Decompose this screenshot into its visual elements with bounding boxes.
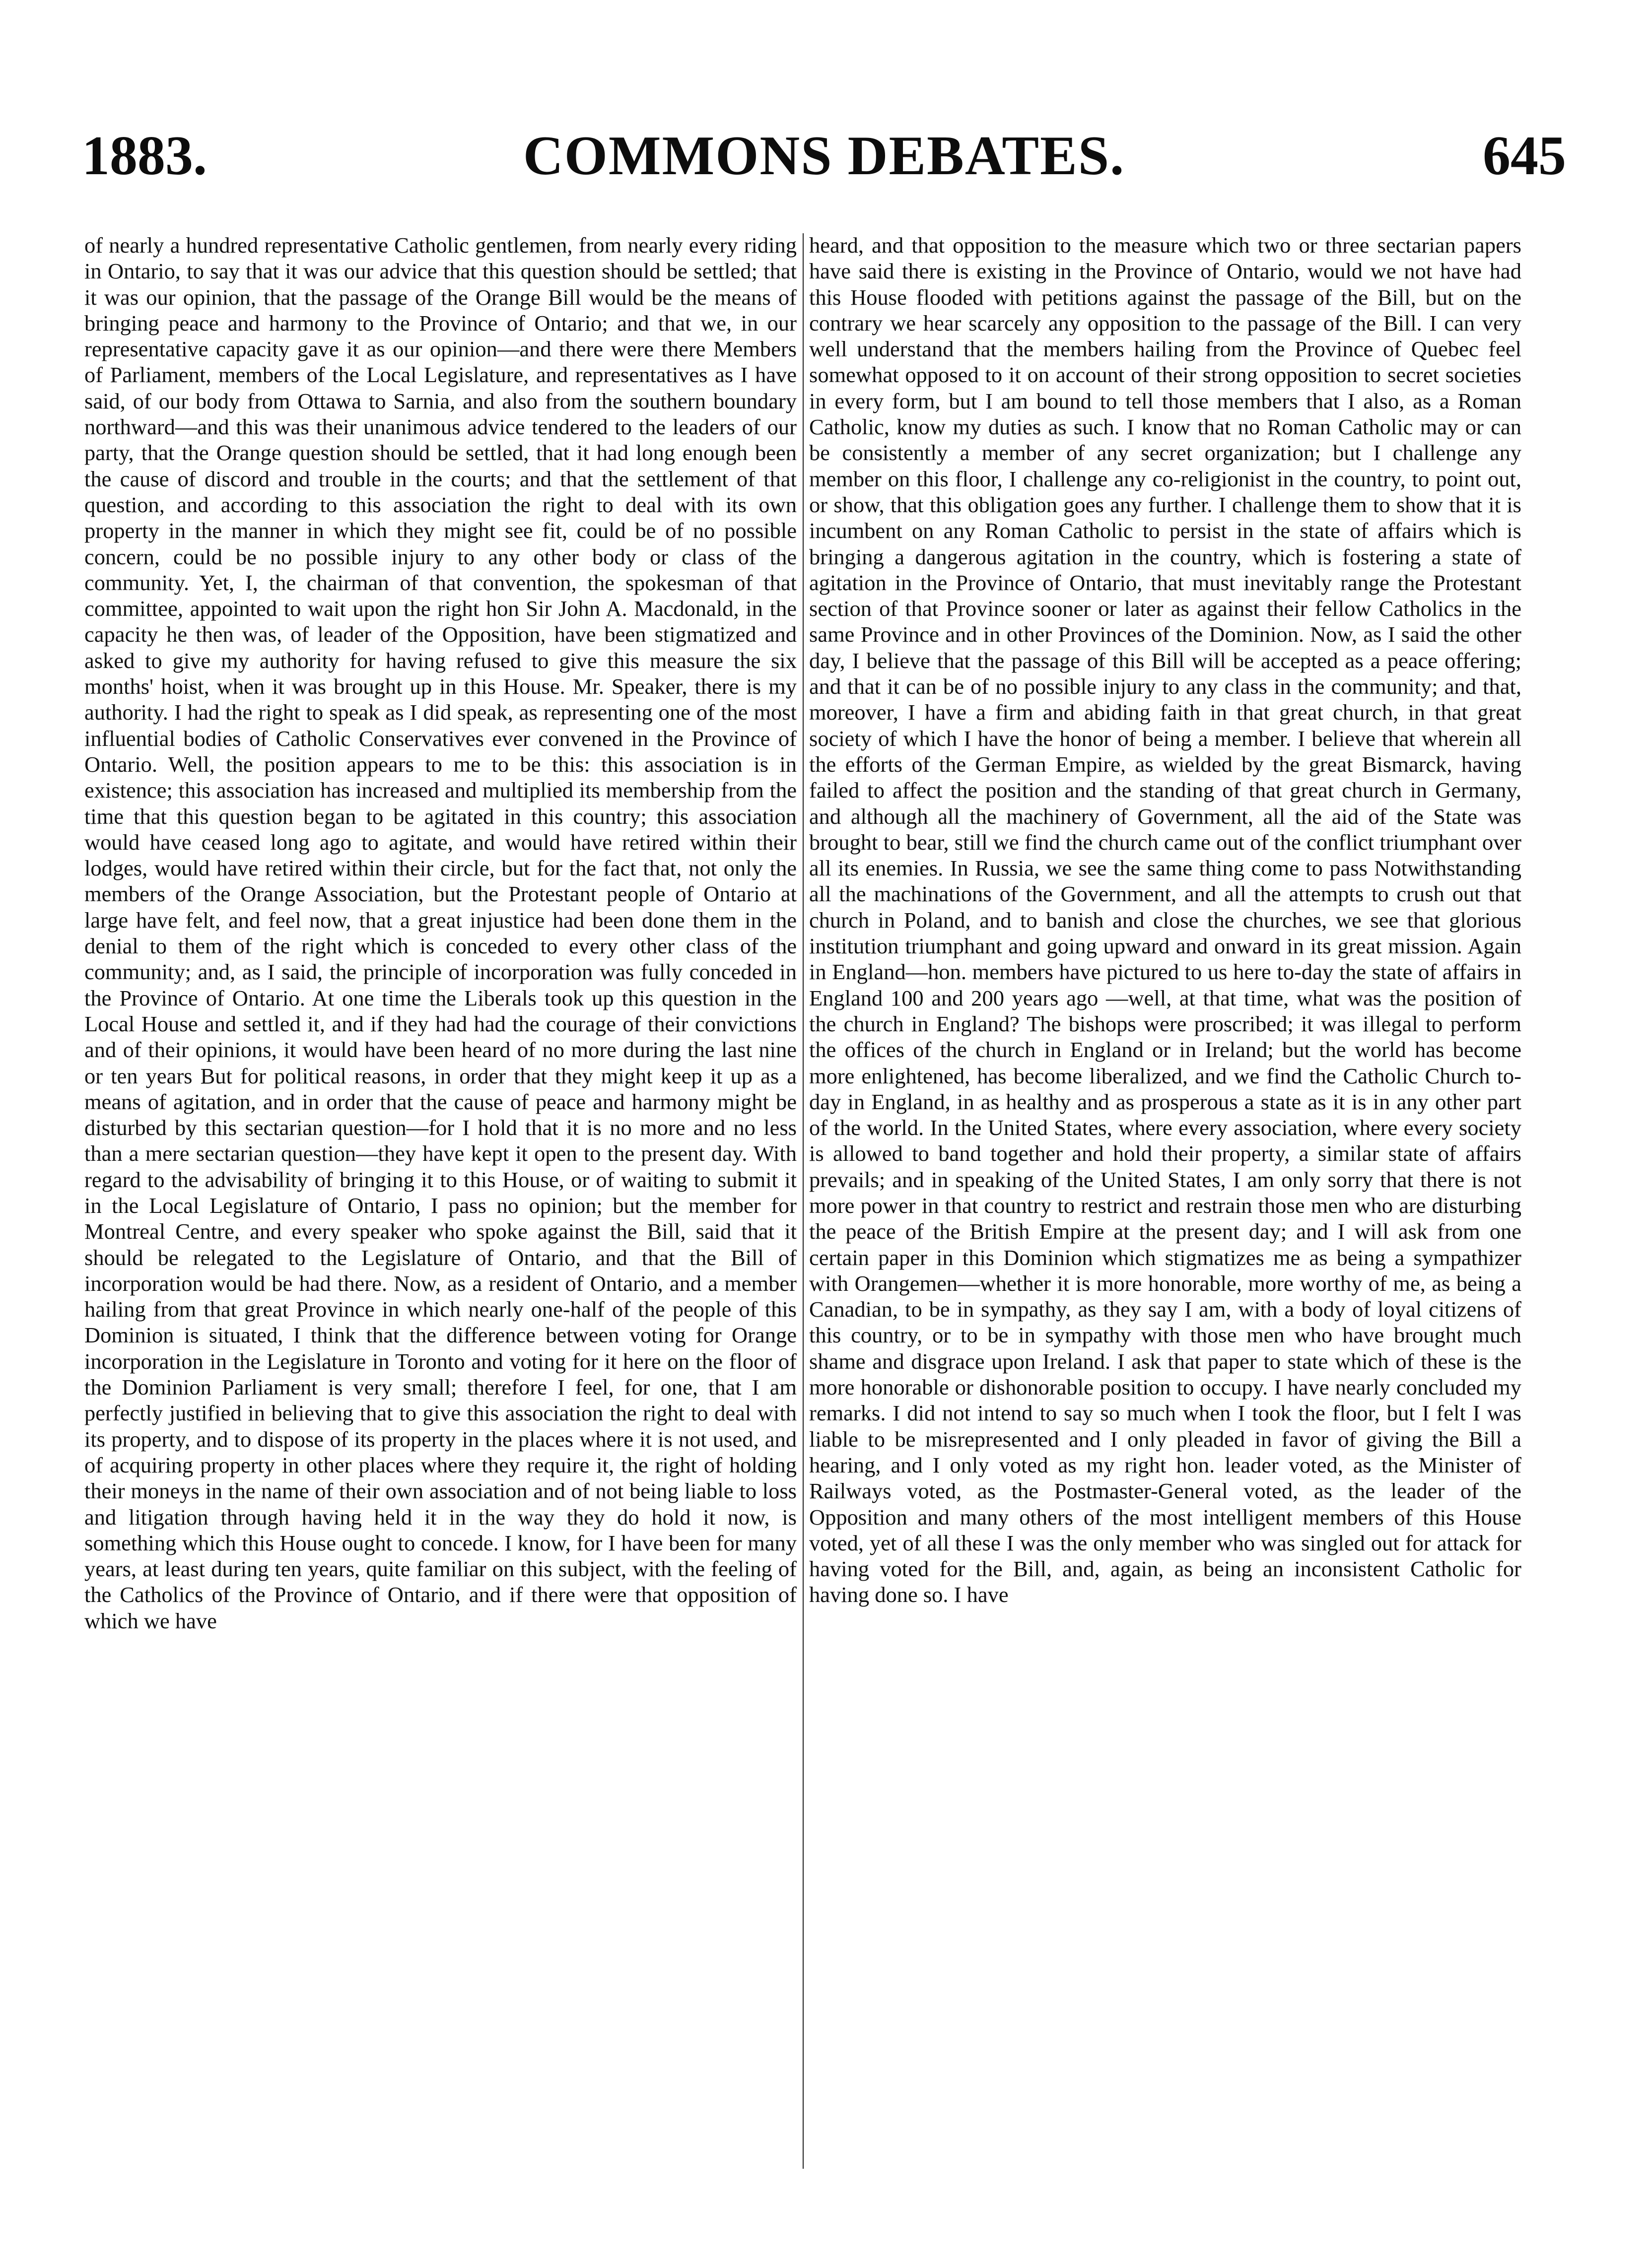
column-divider bbox=[803, 233, 804, 2169]
right-column bbox=[809, 232, 1521, 2193]
left-column bbox=[84, 232, 797, 2193]
header-page-number: 645 bbox=[1483, 125, 1566, 187]
right-column-text: heard, and that opposition to the measure which two or three sectarian papers have said there is existing in the Province of Ontario, would we not have had this House flooded with petitions against the passage of the Bill, but on the contrary we hear scarcely any opposition to the passage of the Bill. I can very well understand that the members hailing from the Province of Quebec feel somewhat opposed to it on account of their strong opposition to secret societies in every form, but I am bound to tell those members that I also, as a Roman Catholic, know my duties as such. I know that no Roman Catholic may or can be consistently a member of any secret organization; but I challenge any member on this floor, I challenge any co-religionist in the country, to point out, or show, that this obligation goes any further. I challenge them to show that it is incumbent on any Roman Catholic to persist in the state of affairs which is bringing a dangerous agitation in the country, which is fostering a state of agitation in the Province of Ontario, that must inevitably range the Protestant section of that Province sooner or later as against their fellow Catholics in the same Province and in other Provinces of the Dominion. Now, as I said the other day, I believe that the passage of this Bill will be accepted as a peace offering; and that it can be of no possible injury to any class in the community; and that, moreover, I have a firm and abiding faith in that great church, in that great society of which I have the honor of being a member. I believe that wherein all the efforts of the German Empire, as wielded by the great Bismarck, having failed to affect the position and the standing of that great church in Germany, and although all the machinery of Government, all the aid of the State was brought to bear, still we find the church came out of the conflict triumphant over all its enemies. In Russia, we see the same thing come to pass Notwithstanding all the machinations of the Government, and all the attempts to crush out that church in Poland, and to banish and close the churches, we see that glorious institution triumphant and going upward and onward in its great mission. Again in England—hon. members have pictured to us here to-day the state of affairs in England 100 and 200 years ago —well, at that time, what was the position of the church in England? The bishops were proscribed; it was illegal to perform the offices of the church in England or in Ireland; but the world has become more enlightened, has become liberalized, and we find the Catholic Church to-day in England, in as healthy and as prosperous a state as it is in any other part of the world. In the United States, where every association, where every society is allowed to band together and hold their property, a similar state of affairs prevails; and in speaking of the United States, I am only sorry that there is not more power in that country to restrict and restrain those men who are disturbing the peace of the British Empire at the present day; and I will ask from one certain paper in this Dominion which stigmatizes me as being a sympathizer with Orangemen—whether it is more honorable, more worthy of me, as being a Canadian, to be in sympathy, as they say I am, with a body of loyal citizens of this country, or to be in sympathy with those men who have brought much shame and disgrace upon Ireland. I ask that paper to state which of these is the more honorable or dishonorable position to occupy. I have nearly concluded my remarks. I did not intend to say so much when I took the floor, but I felt I was liable to be misrepresented and I only pleaded in favor of giving the Bill a hearing, and I only voted as my right hon. leader voted, as the Minister of Railways voted, as the Postmaster-General voted, as the leader of the Opposition and many others of the most intelligent members of this House voted, yet of all these I was the only member who was singled out for attack for having voted for the Bill, and, again, as being an inconsistent Catholic for having done so. I have bbox=[809, 233, 1521, 1607]
header-year: 1883. bbox=[82, 125, 207, 187]
page-header bbox=[82, 124, 1566, 199]
left-column-text: of nearly a hundred representative Catholic gentlemen, from nearly every riding in Ontario, to say that it was our advice that this question should be settled; that it was our opinion, that the passage of the Orange Bill would be the means of bringing peace and harmony to the Province of Ontario; and that we, in our representative capacity gave it as our opinion—and there were there Members of Parliament, members of the Local Legislature, and representatives as I have said, of our body from Ottawa to Sarnia, and also from the southern boundary northward—and this was their unanimous advice tendered to the leaders of our party, that the Orange question should be settled, that it had long enough been the cause of discord and trouble in the courts; and that the settlement of that question, and according to this association the right to deal with its own property in the manner in which they might see fit, could be of no possible concern, could be no possible injury to any other body or class of the community. Yet, I, the chairman of that convention, the spokesman of that committee, appointed to wait upon the right hon Sir John A. Macdonald, in the capacity he then was, of leader of the Opposition, have been stigmatized and asked to give my authority for having refused to give this measure the six months' hoist, when it was brought up in this House. Mr. Speaker, there is my authority. I had the right to speak as I did speak, as representing one of the most influential bodies of Catholic Conservatives ever convened in the Province of Ontario. Well, the position appears to me to be this: this association is in existence; this association has increased and multiplied its membership from the time that this question began to be agitated in this country; this association would have ceased long ago to agitate, and would have retired within their lodges, would have retired within their circle, but for the fact that, not only the members of the Orange Association, but the Protestant people of Ontario at large have felt, and feel now, that a great injustice had been done them in the denial to them of the right which is conceded to every other class of the community; and, as I said, the principle of incorporation was fully conceded in the Province of Ontario. At one time the Liberals took up this question in the Local House and settled it, and if they had had the courage of their convictions and of their opinions, it would have been heard of no more during the last nine or ten years But for political reasons, in order that they might keep it up as a means of agitation, and in order that the cause of peace and harmony might be disturbed by this sectarian question—for I hold that it is no more and no less than a mere sectarian question—they have kept it open to the present day. With regard to the advisability of bringing it to this House, or of waiting to submit it in the Local Legislature of Ontario, I pass no opinion; but the member for Montreal Centre, and every speaker who spoke against the Bill, said that it should be relegated to the Legislature of Ontario, and that the Bill of incorporation would be had there. Now, as a resident of Ontario, and a member hailing from that great Province in which nearly one-half of the people of this Dominion is situated, I think that the difference between voting for Orange incorporation in the Legislature in Toronto and voting for it here on the floor of the Dominion Parliament is very small; therefore I feel, for one, that I am perfectly justified in believing that to give this association the right to deal with its property, and to dispose of its property in the places where it is not used, and of acquiring property in other places where they require it, the right of holding their moneys in the name of their own association and of not being liable to loss and litigation through having held it in the way they do hold it now, is something which this House ought to concede. I know, for I have been for many years, at least during ten years, quite familiar on this subject, with the feeling of the Catholics of the Province of Ontario, and if there were that opposition of which we have bbox=[84, 233, 797, 1633]
header-title: COMMONS DEBATES. bbox=[523, 125, 1125, 187]
